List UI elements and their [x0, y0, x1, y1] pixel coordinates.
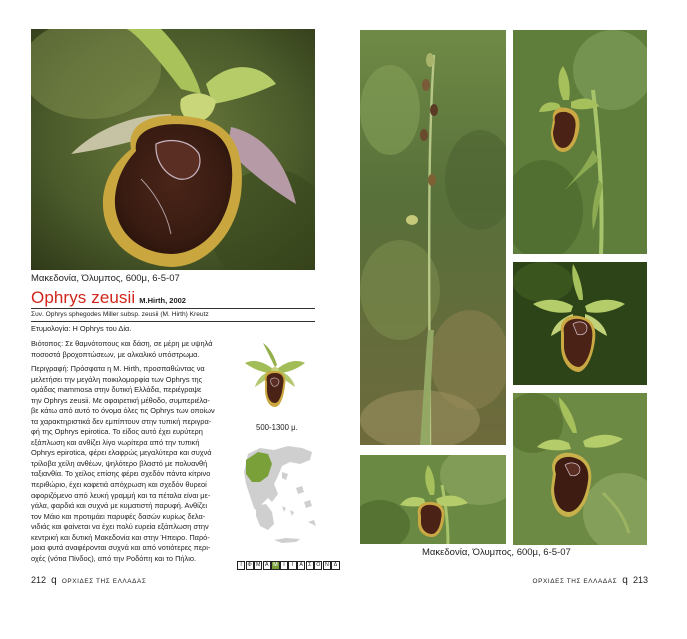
main-photo-caption: Μακεδονία, Όλυμπος, 600μ, 6-5-07	[31, 273, 180, 284]
orchid-q-icon: q	[622, 575, 628, 586]
species-name: Ophrys zeusii	[31, 288, 136, 307]
description-line: Ophrys epirotica, φέρει ελαφρώς μεγαλύτερα και συχνά	[31, 448, 212, 458]
habitat-line-2: ποσοστά βροχοπτώσεων, με αλκαλικό υπόστρωμα.	[31, 349, 200, 359]
calendar-month: Φ	[247, 562, 252, 568]
altitude-range: 500-1300 μ.	[256, 423, 298, 432]
calendar-month: Δ	[331, 561, 339, 570]
synonym-line: Συν. Ophrys sphegodes Miller subsp. zeusii (M. Hirth) Kreutz	[31, 311, 209, 318]
species-author: M.Hirth, 2002	[139, 296, 186, 305]
description-line: Περιγραφή: Πρόσφατα η M. Hirth, προσπαθώντας να	[31, 364, 205, 373]
calendar-month: Ν	[323, 561, 331, 570]
calendar-month: Μ	[256, 562, 261, 568]
description-block-narrow	[31, 364, 237, 564]
description-line: μοια φυτά αναφέρονται συχνά και από νοτιότερες περι-	[31, 543, 211, 553]
right-photos-caption: Μακεδονία, Όλυμπος, 600μ, 6-5-07	[422, 547, 571, 558]
description-line: ταξιανθία. Το χείλος επίσης φέρει σχεδόν πάντα κίτρινο	[31, 469, 211, 479]
description-line: εξάπλωση και ανθίζει λίγο νωρίτερα από την τυπική	[31, 437, 200, 447]
description-line: μελετήσει την μεγάλη ποικιλομορφία των Ophrys της	[31, 374, 203, 384]
calendar-month: Α	[263, 561, 271, 570]
synonym-rule	[31, 321, 315, 322]
flower-photo-top-right	[513, 30, 647, 254]
calendar-month: I	[237, 561, 245, 570]
description-line: γάλα, φαρδιά και συχνά με κυματιστή παρυφή. Ανθίζει	[31, 501, 207, 511]
title-rule	[31, 308, 315, 309]
main-flower-photo	[31, 29, 315, 270]
right-footer	[533, 575, 648, 586]
flower-thumbnail	[243, 341, 307, 413]
left-footer	[31, 575, 146, 586]
calendar-month: Ι	[288, 561, 296, 570]
calendar-month: Ο	[314, 561, 322, 570]
description-line: αφοριζόμενο από λευκή γραμμή και τα πέταλα είναι με-	[31, 490, 211, 500]
description-line: κεντρική και δυτική Μακεδονία και στην Ήπειρο. Παρό-	[31, 532, 210, 542]
running-head-left: ΟΡΧΙΔΕΣ ΤΗΣ ΕΛΛΑΔΑΣ	[61, 578, 147, 585]
etymology: Ετυμολογία: Η Ophrys του Δία.	[31, 324, 132, 333]
calendar-month-active: Μ	[273, 562, 278, 568]
distribution-map	[238, 442, 320, 548]
description-line: νιδιάς και φαίνεται να έχει πολύ ευρεία εξάπλωση στην	[31, 522, 209, 532]
habitat-photo	[360, 30, 506, 445]
page-number-left: 212	[31, 575, 47, 585]
description-line: την Ophrys zeusii. Με αφαιρετική μέθοδο, συμπεριέλα-	[31, 395, 210, 405]
description-line: φή της Ophrys epirotica. Το είδος αυτό έχει ευρύτερη	[31, 427, 203, 437]
description-line: περιθώριο, έχει καφετιά απόχρωση και σχεδόν θυρεοί	[31, 480, 207, 490]
running-head-right: ΟΡΧΙΔΕΣ ΤΗΣ ΕΛΛΑΔΑΣ	[532, 578, 618, 585]
calendar-month: Ι	[280, 561, 288, 570]
flower-photo-middle-right	[513, 262, 647, 385]
species-heading	[31, 288, 186, 308]
calendar-month: Σ	[306, 561, 314, 570]
flowering-calendar	[237, 561, 340, 570]
page-number-right: 213	[632, 575, 648, 585]
habitat-line-1: Βιότοπος: Σε θαμνότοπους και δάση, σε μέρη με υψηλά	[31, 339, 213, 348]
flower-photo-bottom-center	[360, 455, 506, 544]
flower-photo-bottom-right	[513, 393, 647, 545]
description-line: τα χαρακτηριστικά δεν εμπίπτουν στην τυπική περιγρα-	[31, 416, 212, 426]
description-line: ομάδας mammosa στην δυτική Ελλάδα, περιέγραψε	[31, 385, 202, 395]
description-line: οχές (νότια Πίνδος), από την Ροδόπη και το Πήλιο.	[31, 553, 197, 563]
calendar-month: Α	[297, 561, 305, 570]
description-line: τον Μάιο και προτιμάει παρυφές δασών κυρίως δελα-	[31, 511, 206, 521]
description-line: βε κάτω από αυτό το όνομα όλες τις Ophrys των οποίων	[31, 406, 215, 416]
description-line: τρίλοβα χείλη ανθέων, ψηλότερο βλαστό με πολυανθή	[31, 458, 208, 468]
orchid-q-icon: q	[51, 575, 57, 586]
